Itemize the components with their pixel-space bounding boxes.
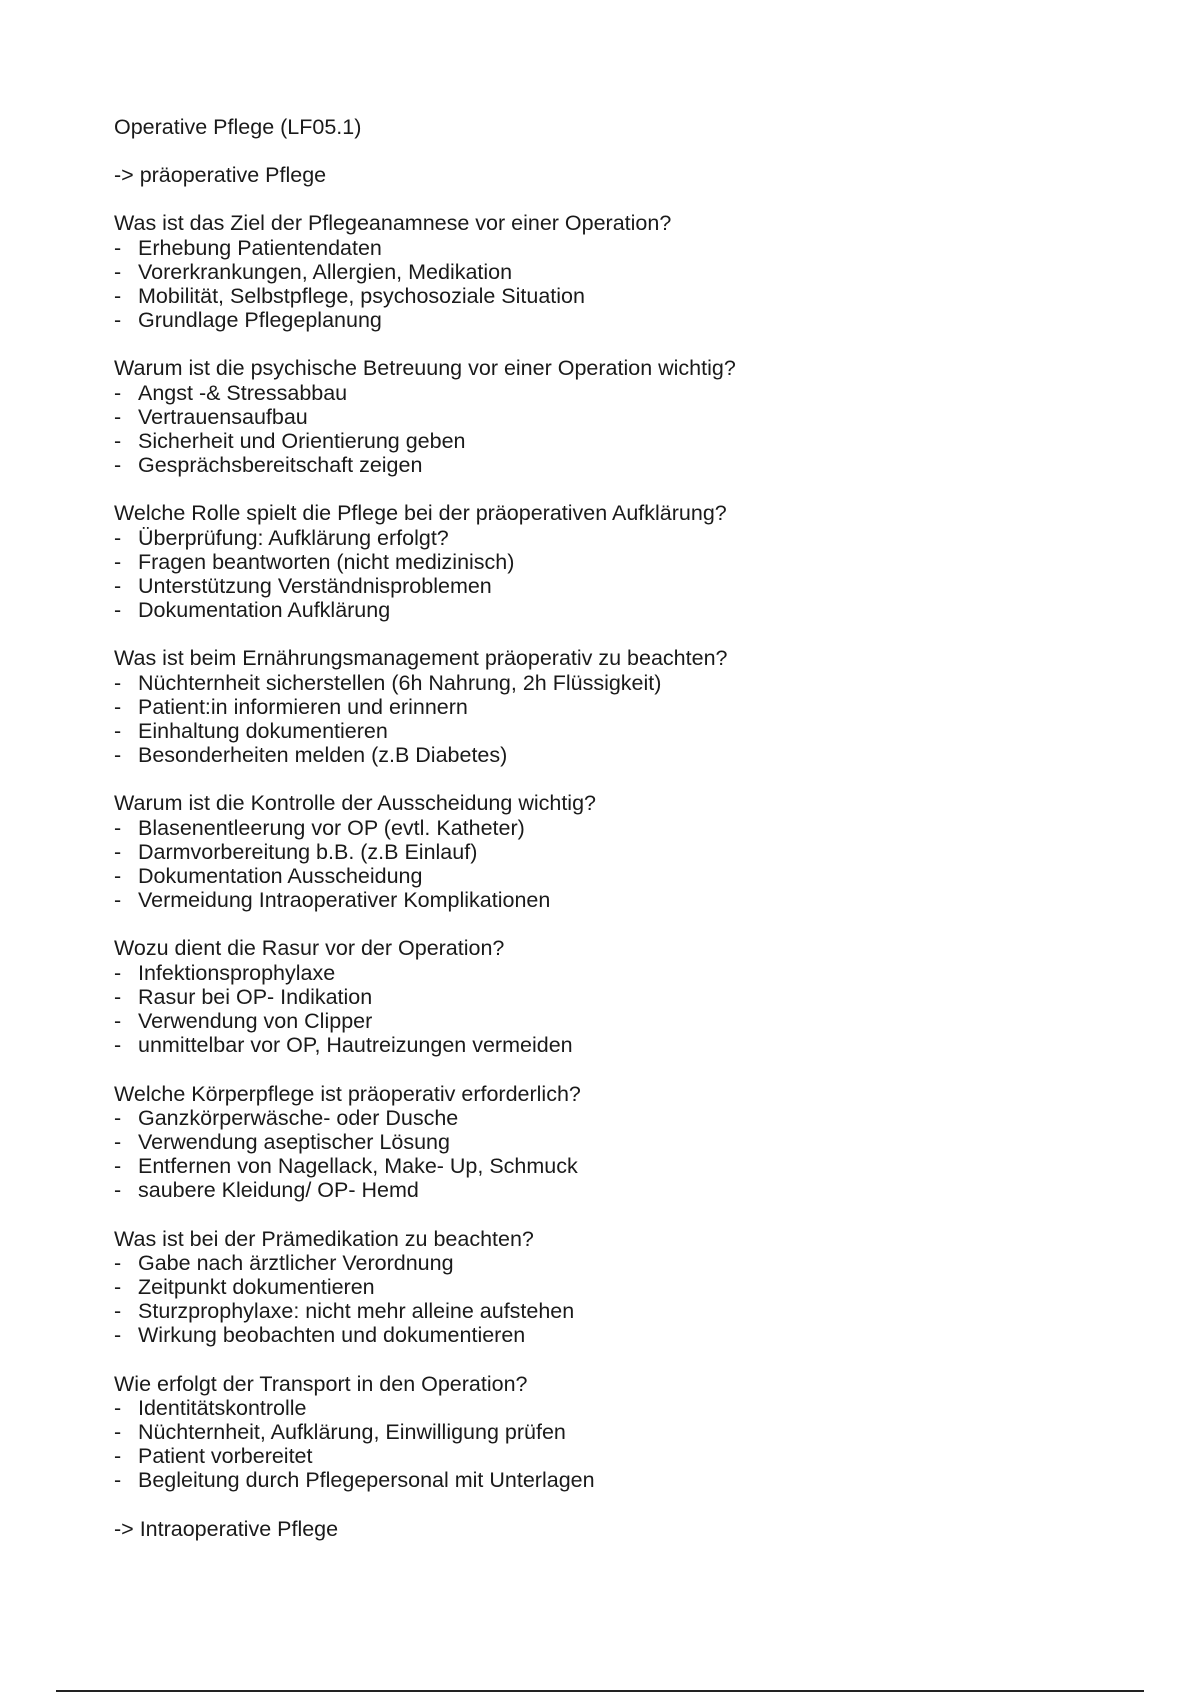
bullet-item (114, 1444, 1114, 1468)
qa-section (114, 646, 1114, 767)
bullet-item (114, 888, 1114, 912)
bullet-item (114, 816, 1114, 840)
bullet-list (114, 236, 1114, 333)
bullet-text: Identitätskontrolle (138, 1395, 307, 1420)
bullet-item (114, 1033, 1114, 1057)
section-question: Welche Körperpflege ist präoperativ erforderlich? (114, 1081, 581, 1106)
bullet-dash-icon: - (114, 1178, 122, 1203)
bullet-dash-icon: - (114, 839, 122, 864)
bullet-text: Darmvorbereitung b.B. (z.B Einlauf) (138, 839, 478, 864)
bullet-text: Rasur bei OP- Indikation (138, 984, 373, 1009)
bullet-dash-icon: - (114, 598, 122, 623)
bullet-text: Vertrauensaufbau (138, 404, 308, 429)
bullet-item (114, 284, 1114, 308)
bullet-dash-icon: - (114, 284, 122, 309)
bullet-item (114, 1275, 1114, 1299)
section-question: Wozu dient die Rasur vor der Operation? (114, 936, 505, 961)
bullet-dash-icon: - (114, 1009, 122, 1034)
bullet-dash-icon: - (114, 864, 122, 889)
bullet-text: Unterstützung Verständnisproblemen (138, 574, 492, 599)
bullet-dash-icon: - (114, 1154, 122, 1179)
bullet-text: Angst -& Stressabbau (138, 380, 348, 405)
qa-section (114, 211, 1114, 332)
bullet-dash-icon: - (114, 815, 122, 840)
bullet-text: Blasenentleerung vor OP (evtl. Katheter) (138, 815, 525, 840)
section-question: Warum ist die psychische Betreuung vor einer Operation wichtig? (114, 356, 736, 381)
bullet-item (114, 1154, 1114, 1178)
bullet-text: Erhebung Patientendaten (138, 235, 382, 260)
bullet-text: Gabe nach ärztlicher Verordnung (138, 1250, 454, 1275)
qa-section (114, 791, 1114, 912)
section-question: Was ist bei der Prämedikation zu beachten? (114, 1226, 534, 1251)
document-title: Operative Pflege (LF05.1) (114, 115, 362, 139)
bullet-text: Patient vorbereitet (138, 1444, 313, 1469)
bullet-item (114, 743, 1114, 767)
section-question: Wie erfolgt der Transport in den Operation? (114, 1371, 528, 1396)
bullet-dash-icon: - (114, 960, 122, 985)
bullet-dash-icon: - (114, 1419, 122, 1444)
bullet-text: Mobilität, Selbstpflege, psychosoziale Situation (138, 284, 585, 309)
bullet-dash-icon: - (114, 888, 122, 913)
bullet-item (114, 864, 1114, 888)
bullet-dash-icon: - (114, 694, 122, 719)
bullet-text: saubere Kleidung/ OP- Hemd (138, 1178, 419, 1203)
bullet-list (114, 526, 1114, 623)
bullet-dash-icon: - (114, 235, 122, 260)
bullet-text: Grundlage Pflegeplanung (138, 308, 382, 333)
bullet-item (114, 574, 1114, 598)
bullet-item (114, 1178, 1114, 1202)
bullet-dash-icon: - (114, 1274, 122, 1299)
bullet-text: Einhaltung dokumentieren (138, 719, 388, 744)
section-subheading: -> präoperative Pflege (114, 163, 327, 188)
bullet-item (114, 1323, 1114, 1347)
bullet-dash-icon: - (114, 1250, 122, 1275)
bullet-text: Nüchternheit, Aufklärung, Einwilligung prüfen (138, 1419, 566, 1444)
bullet-text: Sturzprophylaxe: nicht mehr alleine aufstehen (138, 1299, 575, 1324)
bullet-item (114, 695, 1114, 719)
bullet-list (114, 961, 1114, 1058)
bullet-text: Begleitung durch Pflegepersonal mit Unterlagen (138, 1468, 595, 1493)
bullet-text: Besonderheiten melden (z.B Diabetes) (138, 743, 508, 768)
bullet-dash-icon: - (114, 308, 122, 333)
qa-section (114, 1082, 1114, 1203)
bullet-text: Verwendung von Clipper (138, 1009, 373, 1034)
bullet-item (114, 381, 1114, 405)
bullet-text: Ganzkörperwäsche- oder Dusche (138, 1105, 459, 1130)
section-question: Was ist das Ziel der Pflegeanamnese vor einer Operation? (114, 211, 672, 236)
bullet-dash-icon: - (114, 574, 122, 599)
page-bottom-rule (56, 1690, 1144, 1692)
bullet-text: unmittelbar vor OP, Hautreizungen vermeiden (138, 1033, 573, 1058)
bullet-item (114, 1396, 1114, 1420)
bullet-text: Nüchternheit sicherstellen (6h Nahrung, 2h Flüssigkeit) (138, 670, 662, 695)
bullet-list (114, 1396, 1114, 1493)
section-question: Warum ist die Kontrolle der Ausscheidung wichtig? (114, 791, 596, 816)
bullet-dash-icon: - (114, 453, 122, 478)
bullet-item (114, 671, 1114, 695)
bullet-dash-icon: - (114, 1033, 122, 1058)
bullet-item (114, 1251, 1114, 1275)
bullet-item (114, 1009, 1114, 1033)
qa-section (114, 501, 1114, 622)
bullet-item (114, 526, 1114, 550)
section-question: Was ist beim Ernährungsmanagement präoperativ zu beachten? (114, 646, 728, 671)
bullet-dash-icon: - (114, 1105, 122, 1130)
bullet-dash-icon: - (114, 1323, 122, 1348)
bullet-dash-icon: - (114, 984, 122, 1009)
bullet-text: Fragen beantworten (nicht medizinisch) (138, 549, 515, 574)
bullet-item (114, 1299, 1114, 1323)
qa-section (114, 1372, 1114, 1493)
bullet-dash-icon: - (114, 1468, 122, 1493)
bullet-text: Infektionsprophylaxe (138, 960, 336, 985)
bullet-text: Vermeidung Intraoperativer Komplikationen (138, 888, 551, 913)
qa-sections (114, 211, 1114, 1492)
bullet-text: Entfernen von Nagellack, Make- Up, Schmuck (138, 1154, 578, 1179)
bullet-dash-icon: - (114, 1129, 122, 1154)
bullet-list (114, 671, 1114, 768)
bullet-dash-icon: - (114, 1444, 122, 1469)
bullet-dash-icon: - (114, 404, 122, 429)
bullet-dash-icon: - (114, 670, 122, 695)
bullet-list (114, 381, 1114, 478)
bullet-item (114, 260, 1114, 284)
bullet-list (114, 1106, 1114, 1203)
bullet-dash-icon: - (114, 1395, 122, 1420)
bullet-item (114, 840, 1114, 864)
bullet-list (114, 816, 1114, 913)
bullet-item (114, 550, 1114, 574)
bullet-dash-icon: - (114, 719, 122, 744)
qa-section (114, 356, 1114, 477)
bullet-item (114, 429, 1114, 453)
bullet-dash-icon: - (114, 429, 122, 454)
bullet-text: Dokumentation Ausscheidung (138, 864, 423, 889)
bullet-dash-icon: - (114, 549, 122, 574)
next-section-subheading: -> Intraoperative Pflege (114, 1516, 339, 1541)
bullet-text: Gesprächsbereitschaft zeigen (138, 453, 423, 478)
bullet-dash-icon: - (114, 1299, 122, 1324)
qa-section (114, 936, 1114, 1057)
bullet-item (114, 236, 1114, 260)
bullet-item (114, 961, 1114, 985)
bullet-item (114, 453, 1114, 477)
bullet-item (114, 1468, 1114, 1492)
bullet-text: Patient:in informieren und erinnern (138, 694, 468, 719)
bullet-item (114, 1420, 1114, 1444)
bullet-dash-icon: - (114, 743, 122, 768)
bullet-item (114, 308, 1114, 332)
bullet-text: Verwendung aseptischer Lösung (138, 1129, 450, 1154)
bullet-text: Zeitpunkt dokumentieren (138, 1274, 375, 1299)
section-question: Welche Rolle spielt die Pflege bei der präoperativen Aufklärung? (114, 501, 727, 526)
bullet-item (114, 985, 1114, 1009)
qa-section (114, 1227, 1114, 1348)
document-content (114, 115, 1114, 1541)
bullet-text: Vorerkrankungen, Allergien, Medikation (138, 259, 513, 284)
bullet-dash-icon: - (114, 525, 122, 550)
bullet-dash-icon: - (114, 380, 122, 405)
bullet-item (114, 598, 1114, 622)
bullet-text: Überprüfung: Aufklärung erfolgt? (138, 525, 449, 550)
bullet-item (114, 405, 1114, 429)
bullet-item (114, 1130, 1114, 1154)
bullet-text: Wirkung beobachten und dokumentieren (138, 1323, 526, 1348)
bullet-item (114, 1106, 1114, 1130)
bullet-text: Dokumentation Aufklärung (138, 598, 391, 623)
bullet-dash-icon: - (114, 259, 122, 284)
bullet-list (114, 1251, 1114, 1348)
bullet-item (114, 719, 1114, 743)
bullet-text: Sicherheit und Orientierung geben (138, 429, 466, 454)
